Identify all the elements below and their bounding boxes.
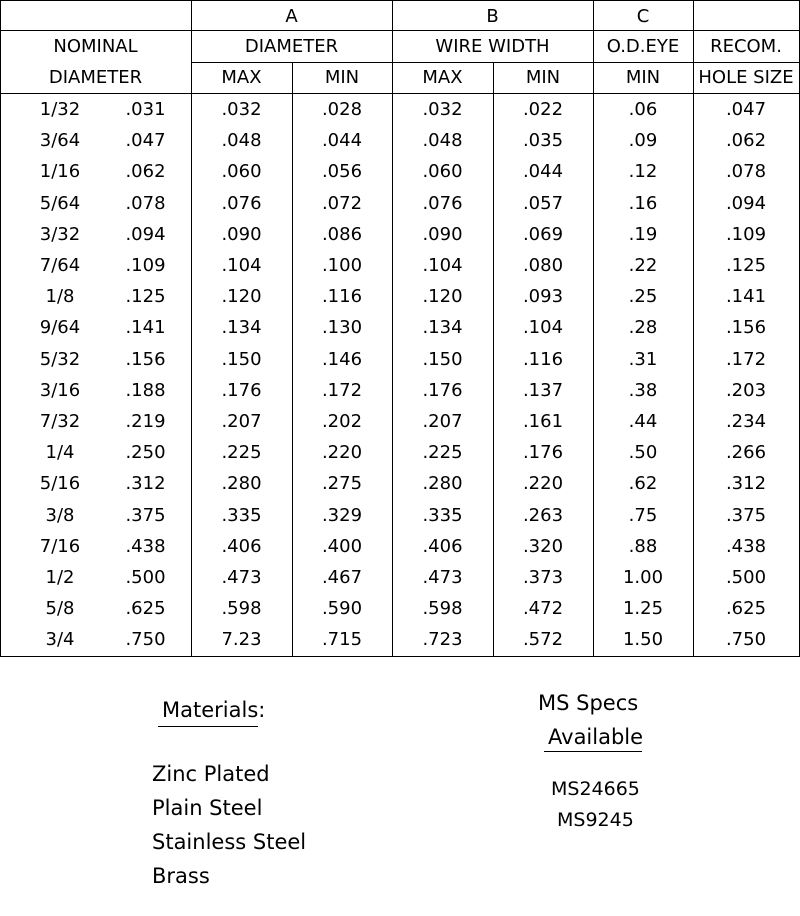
nominal-fraction-cell: 5/8: [45, 598, 75, 620]
diameter-max-cell: .207: [221, 411, 262, 432]
nominal-decimal-cell: .250: [125, 442, 166, 464]
diameter-min-cell: .130: [321, 317, 363, 339]
materials-heading: Materials:: [162, 698, 266, 722]
wire-width-max-cell: .104: [422, 255, 463, 276]
diameter-min-cell: .072: [321, 192, 363, 214]
diameter-max-cell: .176: [221, 379, 262, 401]
wire-width-max-cell: .473: [422, 567, 463, 588]
wire-width-min-cell: .572: [522, 629, 564, 651]
hole-size-cell: .375: [725, 504, 767, 526]
group-header-c: C: [636, 6, 650, 27]
grid-line: [0, 0, 800, 1]
nominal-decimal-cell: .109: [125, 255, 166, 276]
header-nominal-diameter: DIAMETER: [48, 67, 143, 88]
nominal-decimal-cell: .188: [125, 379, 166, 401]
ms-spec-item: MS24665: [551, 778, 640, 800]
wire-width-max-cell: .032: [422, 99, 463, 120]
diameter-min-cell: .116: [321, 286, 363, 308]
od-eye-min-cell: .16: [628, 192, 658, 214]
wire-width-max-cell: .280: [422, 473, 463, 495]
nominal-fraction-cell: 7/16: [39, 535, 81, 557]
ms-specs-available: Available: [548, 725, 644, 749]
od-eye-min-cell: .44: [628, 411, 658, 432]
wire-width-min-cell: .069: [522, 223, 564, 245]
grid-line: [0, 30, 800, 31]
diameter-min-cell: .715: [321, 629, 363, 651]
od-eye-min-cell: .28: [628, 317, 658, 339]
diameter-max-cell: .280: [221, 473, 262, 495]
od-eye-min-cell: 1.00: [622, 567, 664, 588]
nominal-fraction-cell: 1/8: [45, 286, 75, 308]
wire-width-max-cell: .076: [422, 192, 463, 214]
hole-size-cell: .312: [725, 473, 767, 495]
nominal-decimal-cell: .156: [125, 348, 166, 370]
od-eye-min-cell: 1.25: [622, 598, 664, 620]
od-eye-min-cell: .50: [628, 442, 658, 464]
header-hole-size: HOLE SIZE: [698, 67, 794, 88]
group-header-b: B: [486, 6, 499, 27]
diameter-min-cell: .056: [321, 161, 363, 183]
wire-width-min-cell: .093: [522, 286, 564, 308]
wire-width-max-cell: .598: [422, 598, 463, 620]
nominal-fraction-cell: 3/8: [45, 504, 75, 526]
nominal-fraction-cell: 1/16: [39, 161, 81, 183]
wire-width-min-cell: .472: [522, 598, 564, 620]
nominal-decimal-cell: .125: [125, 286, 166, 308]
hole-size-cell: .500: [725, 567, 767, 588]
nominal-fraction-cell: 5/16: [39, 473, 81, 495]
wire-width-min-cell: .035: [522, 130, 564, 152]
hole-size-cell: .141: [725, 286, 767, 308]
header-wire-min: MIN: [525, 67, 561, 88]
nominal-decimal-cell: .047: [125, 130, 166, 152]
nominal-fraction-cell: 1/2: [45, 567, 75, 588]
hole-size-cell: .266: [725, 442, 767, 464]
material-item: Zinc Plated: [152, 762, 270, 786]
od-eye-min-cell: .25: [628, 286, 658, 308]
wire-width-max-cell: .335: [422, 504, 463, 526]
nominal-fraction-cell: 3/4: [45, 629, 75, 651]
od-eye-min-cell: .31: [628, 348, 658, 370]
nominal-fraction-cell: 1/4: [45, 442, 75, 464]
diameter-max-cell: .048: [221, 130, 262, 152]
ms-specs-underline: [544, 751, 642, 752]
material-item: Brass: [152, 864, 210, 888]
diameter-max-cell: .120: [221, 286, 262, 308]
wire-width-min-cell: .320: [522, 535, 564, 557]
od-eye-min-cell: .06: [628, 99, 658, 120]
group-header-a: A: [285, 6, 298, 27]
header-diameter-max: MAX: [221, 67, 262, 88]
nominal-fraction-cell: 3/64: [39, 130, 81, 152]
hole-size-cell: .109: [725, 223, 767, 245]
diameter-min-cell: .044: [321, 130, 363, 152]
materials-underline: [158, 726, 258, 727]
hole-size-cell: .234: [725, 411, 767, 432]
wire-width-min-cell: .176: [522, 442, 564, 464]
wire-width-min-cell: .161: [522, 411, 564, 432]
hole-size-cell: .094: [725, 192, 767, 214]
hole-size-cell: .438: [725, 535, 767, 557]
wire-width-min-cell: .220: [522, 473, 564, 495]
nominal-fraction-cell: 3/16: [39, 379, 81, 401]
material-item: Plain Steel: [152, 796, 263, 820]
wire-width-max-cell: .225: [422, 442, 463, 464]
nominal-fraction-cell: 3/32: [39, 223, 81, 245]
header-nominal: NOMINAL: [53, 36, 138, 57]
wire-width-max-cell: .060: [422, 161, 463, 183]
nominal-fraction-cell: 7/64: [39, 255, 81, 276]
diameter-max-cell: .032: [221, 99, 262, 120]
nominal-decimal-cell: .219: [125, 411, 166, 432]
header-diameter: DIAMETER: [244, 36, 339, 57]
hole-size-cell: .156: [725, 317, 767, 339]
diameter-min-cell: .172: [321, 379, 363, 401]
nominal-decimal-cell: .375: [125, 504, 166, 526]
diameter-min-cell: .400: [321, 535, 363, 557]
diameter-min-cell: .146: [321, 348, 363, 370]
nominal-fraction-cell: 1/32: [39, 99, 81, 120]
wire-width-max-cell: .150: [422, 348, 463, 370]
header-od-eye-min: MIN: [625, 67, 661, 88]
wire-width-max-cell: .406: [422, 535, 463, 557]
diameter-min-cell: .275: [321, 473, 363, 495]
diameter-min-cell: .100: [321, 255, 363, 276]
nominal-decimal-cell: .078: [125, 192, 166, 214]
diameter-min-cell: .086: [321, 223, 363, 245]
hole-size-cell: .062: [725, 130, 767, 152]
diameter-max-cell: .076: [221, 192, 262, 214]
diameter-max-cell: .598: [221, 598, 262, 620]
diameter-max-cell: .406: [221, 535, 262, 557]
diameter-max-cell: .060: [221, 161, 262, 183]
diameter-min-cell: .220: [321, 442, 363, 464]
nominal-fraction-cell: 7/32: [39, 411, 81, 432]
od-eye-min-cell: .75: [628, 504, 658, 526]
hole-size-cell: .047: [725, 99, 767, 120]
header-od-eye: O.D.EYE: [606, 36, 680, 57]
diameter-min-cell: .028: [321, 99, 363, 120]
header-diameter-min: MIN: [324, 67, 360, 88]
nominal-fraction-cell: 5/32: [39, 348, 81, 370]
nominal-fraction-cell: 5/64: [39, 192, 81, 214]
wire-width-min-cell: .104: [522, 317, 564, 339]
wire-width-max-cell: .134: [422, 317, 463, 339]
header-wire-width: WIRE WIDTH: [435, 36, 550, 57]
wire-width-min-cell: .137: [522, 379, 564, 401]
diameter-max-cell: .090: [221, 223, 262, 245]
ms-specs-heading: MS Specs: [538, 691, 639, 715]
hole-size-cell: .078: [725, 161, 767, 183]
od-eye-min-cell: .19: [628, 223, 658, 245]
hole-size-cell: .172: [725, 348, 767, 370]
diameter-max-cell: .335: [221, 504, 262, 526]
material-item: Stainless Steel: [152, 830, 307, 854]
hole-size-cell: .125: [725, 255, 767, 276]
diameter-min-cell: .329: [321, 504, 363, 526]
hole-size-cell: .750: [725, 629, 767, 651]
nominal-decimal-cell: .062: [125, 161, 166, 183]
wire-width-min-cell: .044: [522, 161, 564, 183]
diameter-min-cell: .467: [321, 567, 363, 588]
wire-width-min-cell: .080: [522, 255, 564, 276]
diameter-max-cell: .150: [221, 348, 262, 370]
hole-size-cell: .625: [725, 598, 767, 620]
wire-width-max-cell: .048: [422, 130, 463, 152]
nominal-fraction-cell: 9/64: [39, 317, 81, 339]
diameter-max-cell: .104: [221, 255, 262, 276]
wire-width-min-cell: .116: [522, 348, 564, 370]
ms-spec-item: MS9245: [557, 809, 634, 831]
nominal-decimal-cell: .031: [125, 99, 166, 120]
wire-width-max-cell: .176: [422, 379, 463, 401]
diameter-max-cell: .473: [221, 567, 262, 588]
nominal-decimal-cell: .625: [125, 598, 166, 620]
od-eye-min-cell: .88: [628, 535, 658, 557]
od-eye-min-cell: .09: [628, 130, 658, 152]
od-eye-min-cell: .22: [628, 255, 658, 276]
od-eye-min-cell: .38: [628, 379, 658, 401]
header-recom: RECOM.: [710, 36, 782, 57]
diameter-max-cell: .134: [221, 317, 262, 339]
diameter-max-cell: 7.23: [221, 629, 262, 651]
nominal-decimal-cell: .312: [125, 473, 166, 495]
wire-width-min-cell: .373: [522, 567, 564, 588]
wire-width-max-cell: .207: [422, 411, 463, 432]
diameter-max-cell: .225: [221, 442, 262, 464]
wire-width-max-cell: .120: [422, 286, 463, 308]
nominal-decimal-cell: .094: [125, 223, 166, 245]
grid-line: [0, 656, 800, 657]
nominal-decimal-cell: .500: [125, 567, 166, 588]
od-eye-min-cell: 1.50: [622, 629, 664, 651]
nominal-decimal-cell: .750: [125, 629, 166, 651]
hole-size-cell: .203: [725, 379, 767, 401]
diameter-min-cell: .590: [321, 598, 363, 620]
od-eye-min-cell: .62: [628, 473, 658, 495]
od-eye-min-cell: .12: [628, 161, 658, 183]
wire-width-min-cell: .057: [522, 192, 564, 214]
grid-line: [0, 0, 1, 657]
diameter-min-cell: .202: [321, 411, 363, 432]
nominal-decimal-cell: .141: [125, 317, 166, 339]
wire-width-max-cell: .723: [422, 629, 463, 651]
wire-width-min-cell: .263: [522, 504, 564, 526]
nominal-decimal-cell: .438: [125, 535, 166, 557]
wire-width-max-cell: .090: [422, 223, 463, 245]
wire-width-min-cell: .022: [522, 99, 564, 120]
header-wire-max: MAX: [422, 67, 463, 88]
